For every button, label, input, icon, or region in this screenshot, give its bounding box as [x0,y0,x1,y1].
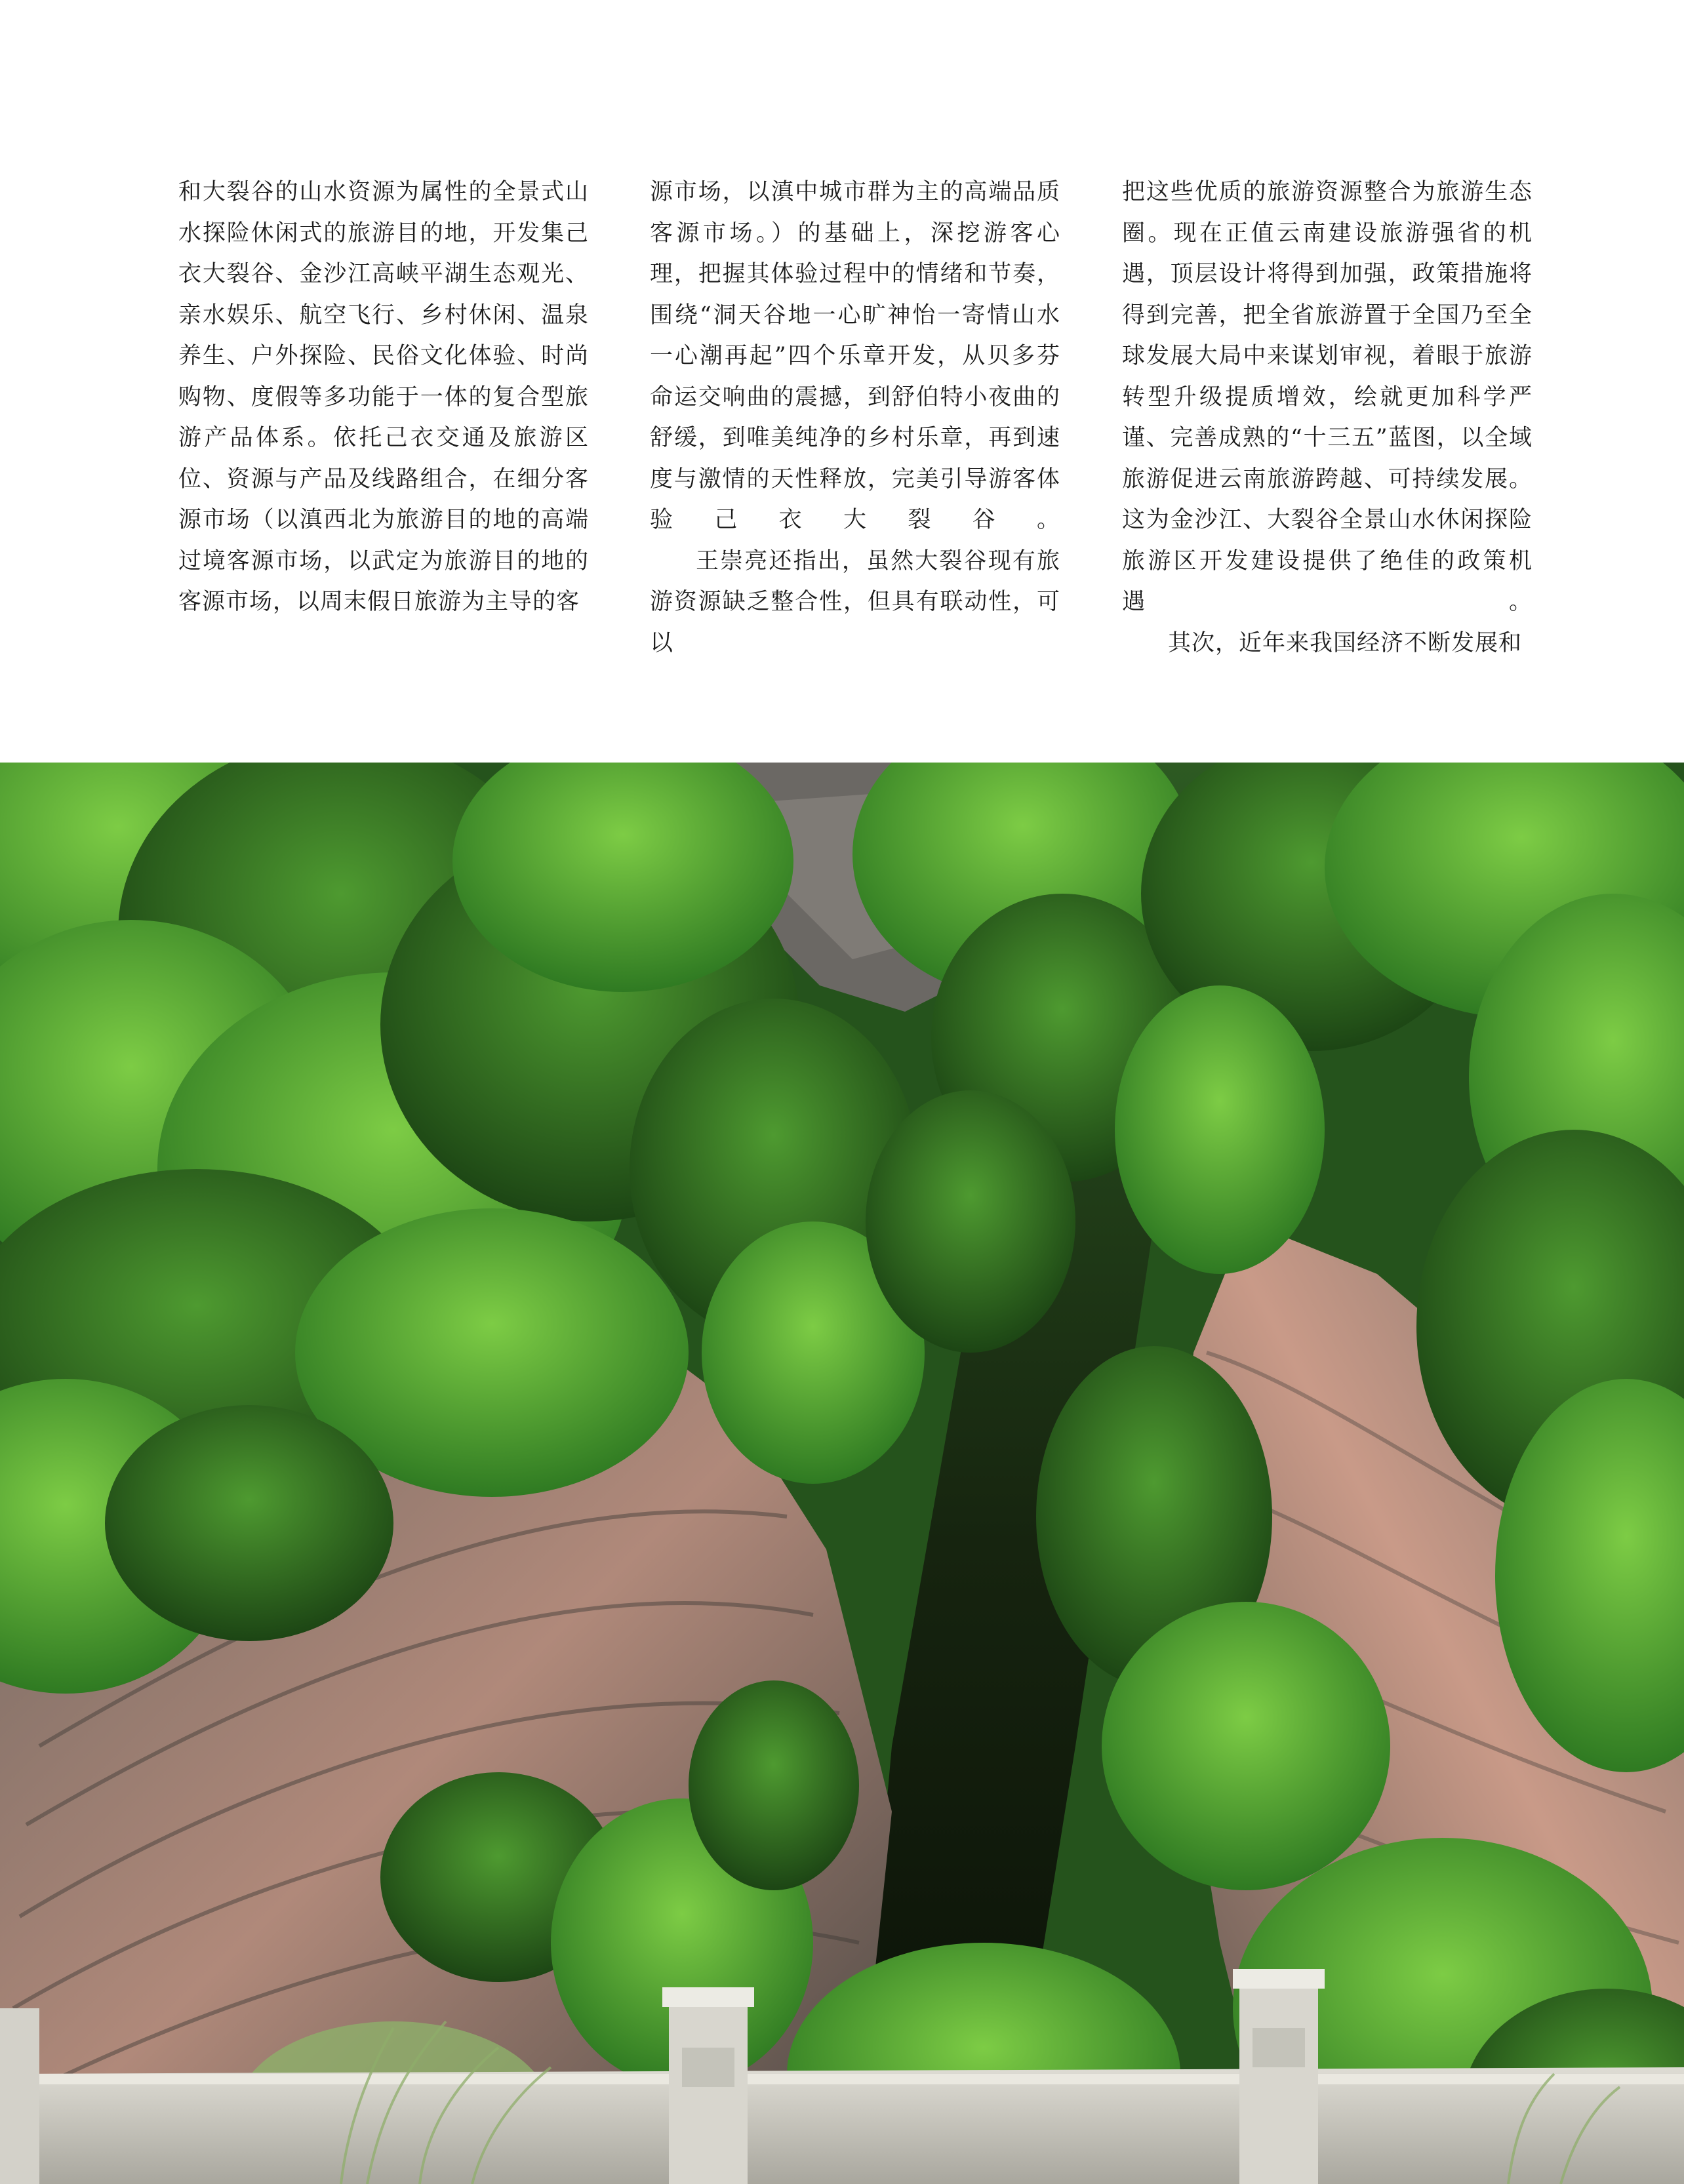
text-column-3 [1122,172,1533,664]
text-column-2 [650,172,1060,664]
paragraph: 和大裂谷的山水资源为属性的全景式山水探险休闲式的旅游目的地，开发集己衣大裂谷、金沙江高峡平湖生态观光、亲水娱乐、航空飞行、乡村休闲、温泉养生、户外探险、民俗文化体验、时尚购物、度假等多功能于一体的复合型旅游产品体系。依托己衣交通及旅游区位、资源与产品及线路组合，在细分客源市场（以滇西北为旅游目的地的高端过境客源市场，以武定为旅游目的地的客源市场，以周末假日旅游为主导的客 [178,179,589,615]
article-text [0,172,1684,656]
paragraph: 王崇亮还指出，虽然大裂谷现有旅游资源缺乏整合性，但具有联动性，可以 [650,547,1060,656]
paragraph: 源市场，以滇中城市群为主的高端品质客源市场。）的基础上，深挖游客心理，把握其体验过程中的情绪和节奏，围绕“洞天谷地一心旷神怡一寄情山水一心潮再起”四个乐章开发，从贝多芬命运交响曲的震撼，到舒伯特小夜曲的舒缓，到唯美纯净的乡村乐章，再到速度与激情的天性释放，完美引导游客体验己衣大裂谷。 [650,179,1060,533]
canyon-photo [0,763,1684,2184]
paragraph: 把这些优质的旅游资源整合为旅游生态圈。现在正值云南建设旅游强省的机遇，顶层设计将得到加强，政策措施将得到完善，把全省旅游置于全国乃至全球发展大局中来谋划审视，着眼于旅游转型升级提质增效，绘就更加科学严谨、完善成熟的“十三五”蓝图，以全域旅游促进云南旅游跨越、可持续发展。这为金沙江、大裂谷全景山水休闲探险旅游区开发建设提供了绝佳的政策机遇。 [1122,179,1533,615]
paragraph: 其次，近年来我国经济不断发展和 [1168,629,1523,656]
text-column-1 [178,172,589,623]
